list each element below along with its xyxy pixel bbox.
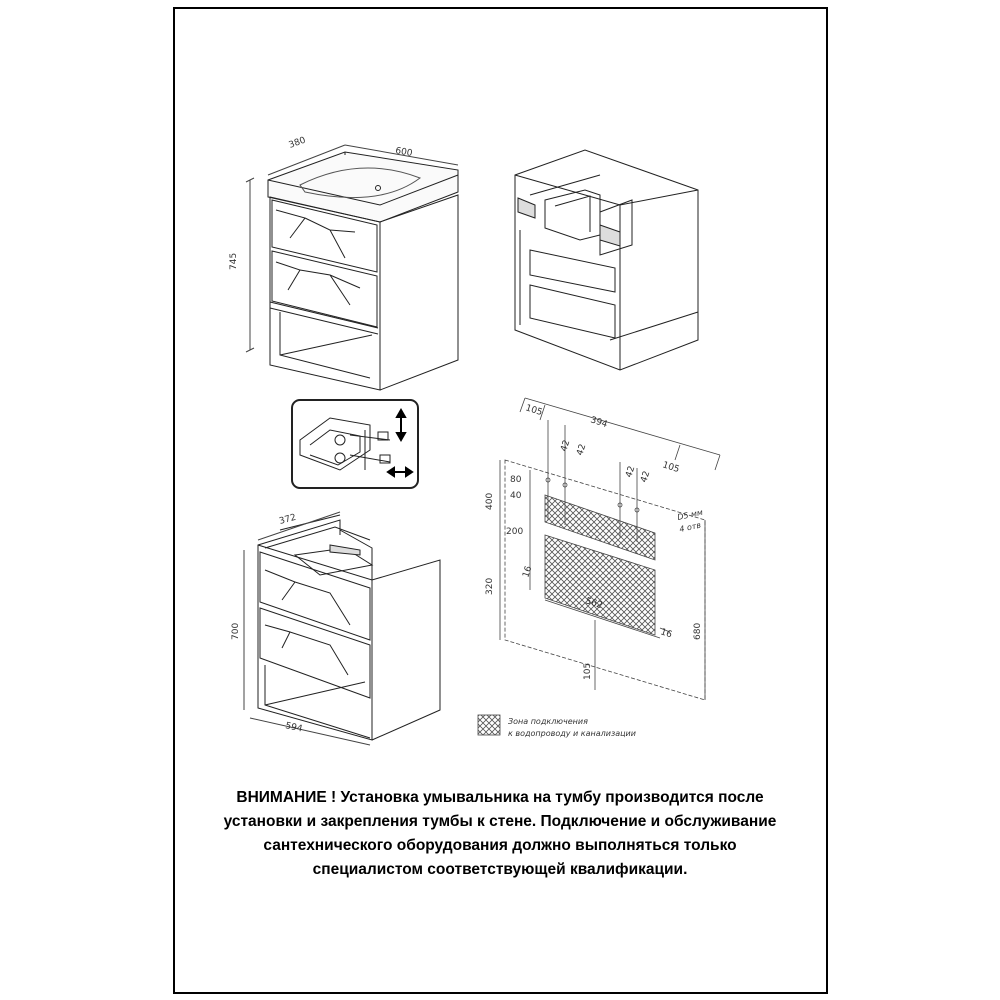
dim-42-c: 42 xyxy=(624,464,638,479)
dim-105-top-right: 105 xyxy=(661,460,681,476)
dim-380-depth: 380 xyxy=(287,135,308,151)
hole-diameter-note: D5 мм xyxy=(676,507,704,522)
dim-200: 200 xyxy=(506,527,524,537)
cabinet-internals-diagram xyxy=(515,150,698,370)
dim-600-width: 600 xyxy=(394,146,414,159)
dim-42-d: 42 xyxy=(639,469,653,484)
warning-line-3: сантехнического оборудования должно выполняться только xyxy=(263,837,737,854)
warning-line-1: ВНИМАНИЕ ! Установка умывальника на тумбу производится после xyxy=(236,789,764,806)
legend-text-line1: Зона подключения xyxy=(508,717,588,726)
warning-line-2: установки и закрепления тумбы к стене. Подключение и обслуживание xyxy=(223,813,777,830)
dim-700-height: 700 xyxy=(231,622,241,640)
cabinet-without-sink-diagram xyxy=(244,512,440,745)
dim-105-bottom: 105 xyxy=(583,662,593,680)
cabinet-with-sink-diagram xyxy=(246,145,458,390)
dim-105-top-left: 105 xyxy=(524,403,544,419)
dim-40: 40 xyxy=(510,491,522,501)
warning-text xyxy=(175,786,825,882)
dim-80: 80 xyxy=(510,475,522,485)
dim-680: 680 xyxy=(693,622,703,640)
dim-372-depth: 372 xyxy=(278,512,298,527)
warning-line-4: специалистом соответствующей квалификации. xyxy=(312,861,688,878)
dim-320: 320 xyxy=(485,577,495,595)
legend-text-line2: к водопроводу и канализации xyxy=(508,729,636,738)
dim-394-top: 394 xyxy=(589,415,609,431)
dim-42-b: 42 xyxy=(575,442,589,457)
legend-hatch-swatch xyxy=(478,715,500,735)
hole-count-note: 4 отв xyxy=(678,520,702,534)
dim-42-a: 42 xyxy=(559,438,573,453)
adjust-arrows-icon xyxy=(388,410,412,476)
dim-562: 562 xyxy=(584,596,604,612)
dim-745-height: 745 xyxy=(229,252,239,270)
wall-layout-diagram xyxy=(500,398,720,700)
dim-400: 400 xyxy=(485,492,495,510)
dim-594-width: 594 xyxy=(284,721,304,735)
dim-16-left: 16 xyxy=(521,564,535,579)
dim-16-bottom: 16 xyxy=(659,627,674,641)
